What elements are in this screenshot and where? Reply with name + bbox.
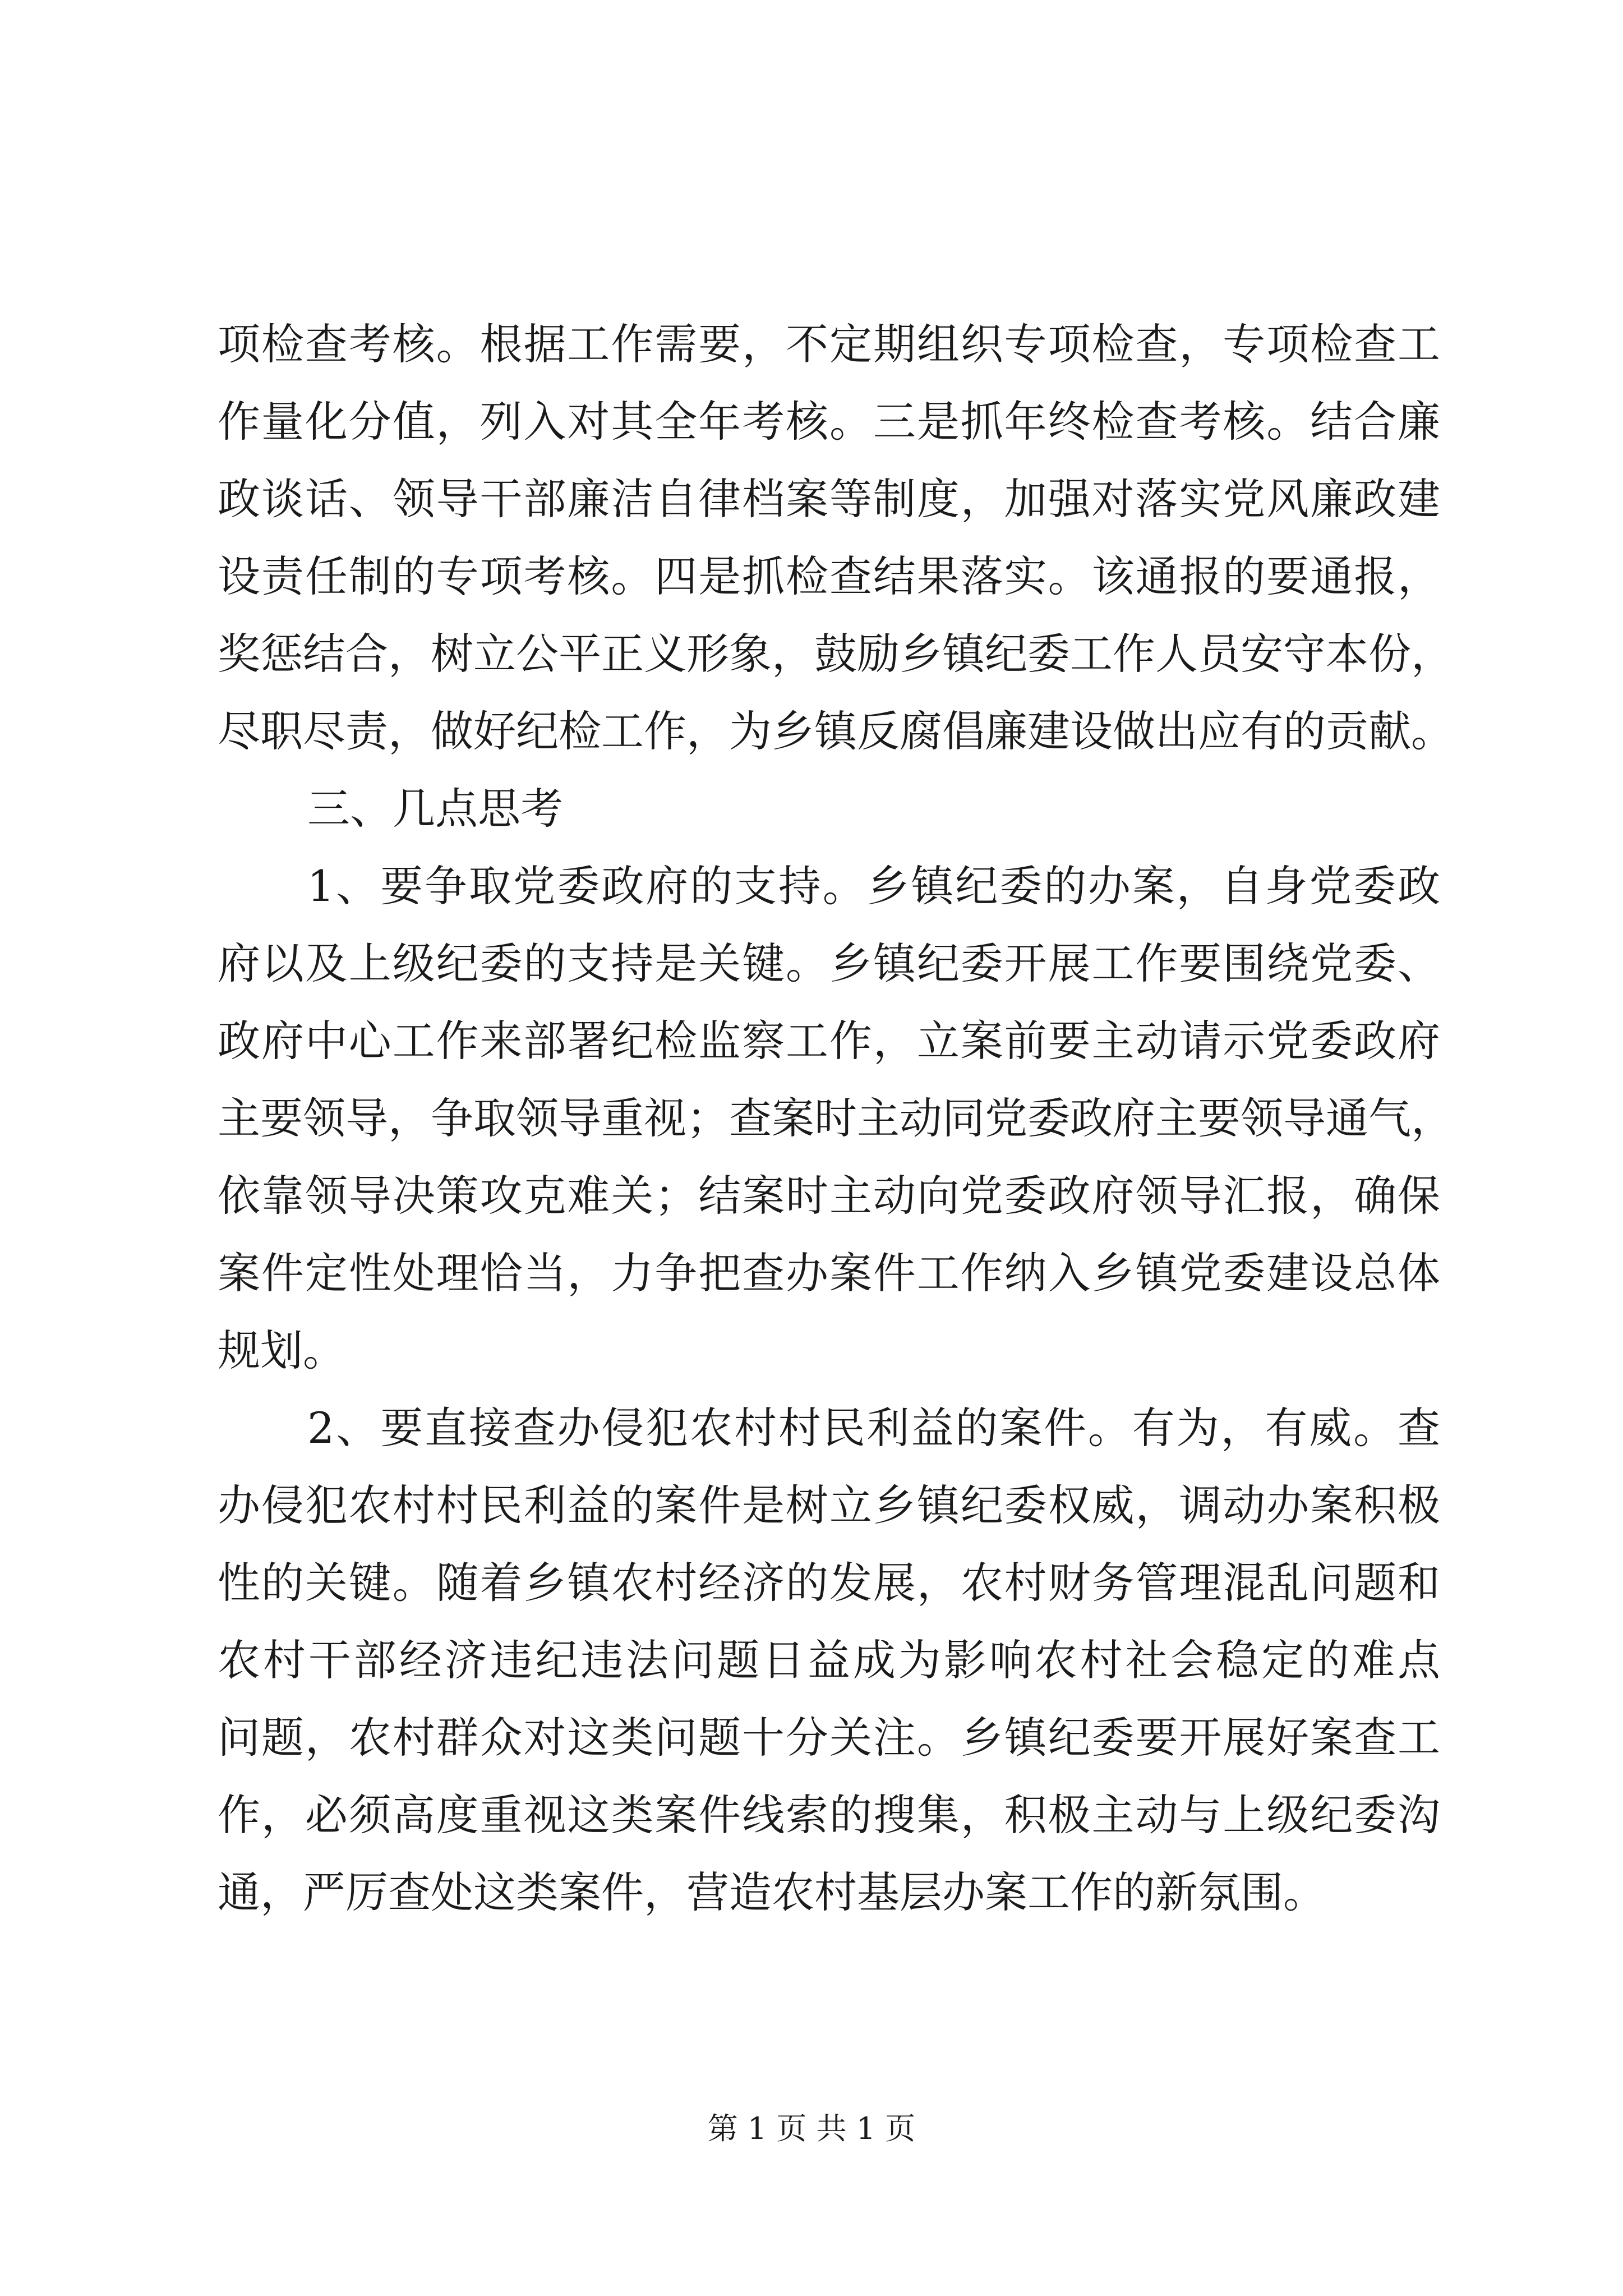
text-line: 依靠领导决策攻克难关；结案时主动向党委政府领导汇报，确保 — [218, 1171, 1440, 1221]
text-line: 设责任制的专项考核。四是抓检查结果落实。该通报的要通报， — [218, 551, 1440, 601]
text-line: 主要领导，争取领导重视；查案时主动同党委政府主要领导通气， — [218, 1093, 1454, 1143]
text-line: 问题，农村群众对这类问题十分关注。乡镇纪委要开展好案查工 — [218, 1713, 1440, 1763]
text-line: 性的关键。随着乡镇农村经济的发展，农村财务管理混乱问题和 — [218, 1558, 1440, 1608]
document-body — [218, 306, 1454, 1931]
text-line: 政谈话、领导干部廉洁自律档案等制度，加强对落实党风廉政建 — [218, 474, 1440, 524]
text-line: 尽职尽责，做好纪检工作，为乡镇反腐倡廉建设做出应有的贡献。 — [218, 706, 1454, 756]
text-line: 项检查考核。根据工作需要，不定期组织专项检查，专项检查工 — [218, 319, 1440, 369]
text-line: 奖惩结合，树立公平正义形象，鼓励乡镇纪委工作人员安守本份， — [218, 629, 1454, 679]
text-line: 农村干部经济违纪违法问题日益成为影响农村社会稳定的难点 — [218, 1635, 1440, 1685]
text-line: 政府中心工作来部署纪检监察工作，立案前要主动请示党委政府 — [218, 1016, 1440, 1066]
text-line: 通，严厉查处这类案件，营造农村基层办案工作的新氛围。 — [218, 1867, 1326, 1917]
text-line: 作，必须高度重视这类案件线索的搜集，积极主动与上级纪委沟 — [218, 1790, 1440, 1840]
text-line: 案件定性处理恰当，力争把查办案件工作纳入乡镇党委建设总体 — [218, 1248, 1440, 1298]
page-footer: 第 1 页 共 1 页 — [707, 2111, 916, 2146]
text-line: 2、要直接查办侵犯农村村民利益的案件。有为，有威。查 — [307, 1403, 1440, 1453]
text-line: 办侵犯农村村民利益的案件是树立乡镇纪委权威，调动办案积极 — [218, 1480, 1440, 1530]
text-line: 作量化分值，列入对其全年考核。三是抓年终检查考核。结合廉 — [218, 397, 1440, 447]
section-heading: 三、几点思考 — [307, 784, 563, 834]
text-line: 府以及上级纪委的支持是关键。乡镇纪委开展工作要围绕党委、 — [218, 938, 1440, 988]
text-line: 规划。 — [218, 1326, 345, 1375]
text-line: 1、要争取党委政府的支持。乡镇纪委的办案，自身党委政 — [307, 861, 1440, 911]
